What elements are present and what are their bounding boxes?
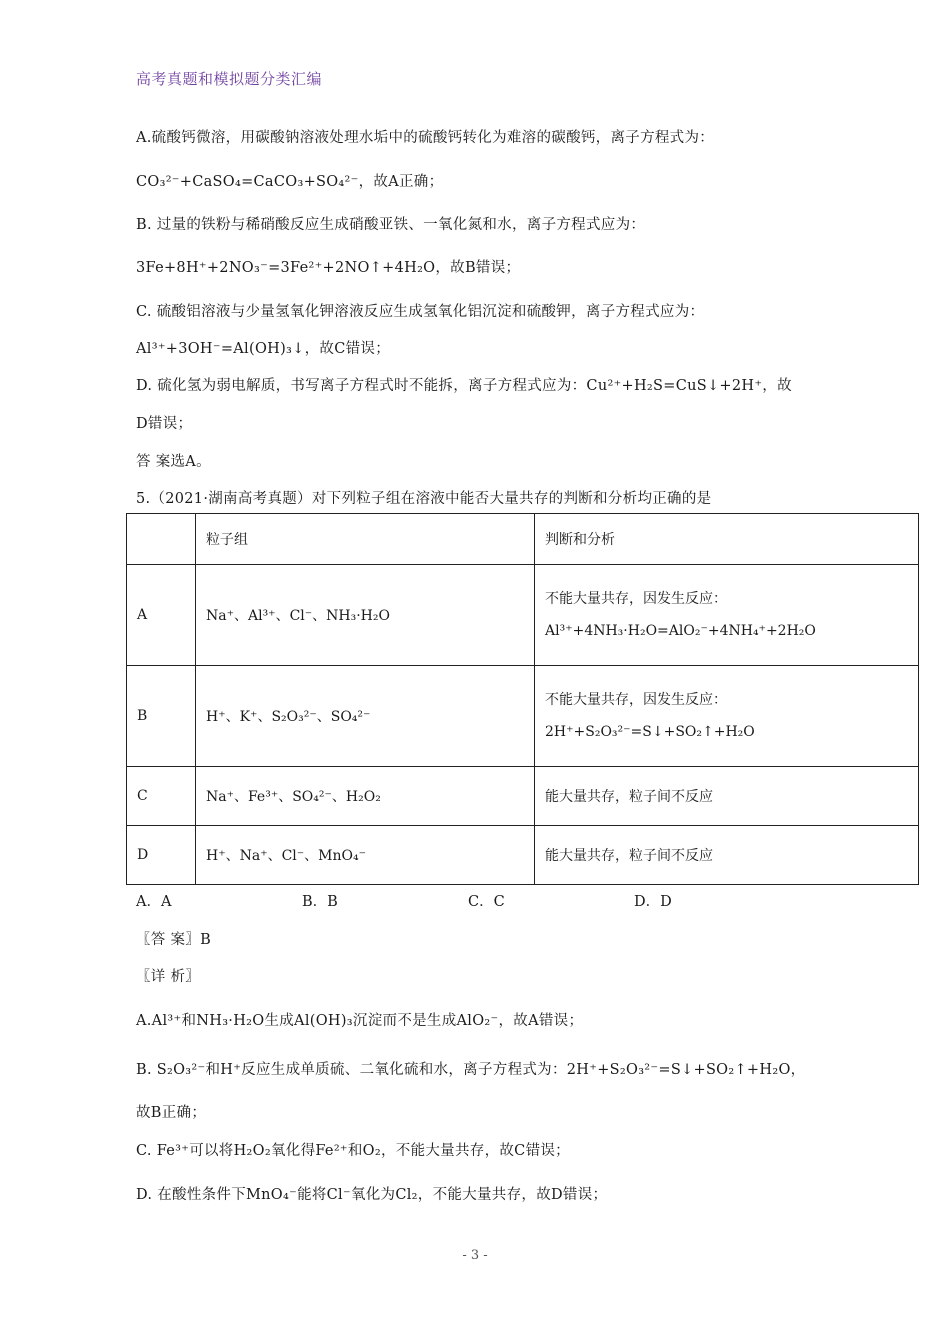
text-line: 3Fe+8H⁺+2NO₃⁻=3Fe²⁺+2NO↑+4H₂O，故B错误；	[136, 260, 521, 276]
table-header-cell: 粒子组	[196, 514, 535, 565]
table-row	[127, 565, 919, 666]
row-label: D	[127, 826, 196, 885]
analysis-cell	[535, 666, 919, 767]
particle-group: Na⁺、Fe³⁺、SO₄²⁻、H₂O₂	[196, 767, 535, 826]
row-label: B	[127, 666, 196, 767]
text-line: B. 过量的铁粉与稀硝酸反应生成硝酸亚铁、一氧化氮和水，离子方程式应为：	[136, 217, 646, 233]
analysis-cell	[535, 565, 919, 666]
option-b: B．B	[302, 894, 338, 910]
text-line: Al³⁺+3OH⁻=Al(OH)₃↓，故C错误；	[136, 341, 390, 357]
text-line: C. Fe³⁺可以将H₂O₂氧化得Fe²⁺和O₂，不能大量共存，故C错误；	[136, 1143, 570, 1159]
analysis-label: 〖详 析〗	[136, 969, 201, 985]
option-c: C．C	[468, 894, 505, 910]
text-line: B. S₂O₃²⁻和H⁺反应生成单质硫、二氧化硫和水，离子方程式为：2H⁺+S₂O₃²⁻=S↓+SO₂↑+H₂O，	[136, 1062, 806, 1078]
table-header-cell: 判断和分析	[535, 514, 919, 565]
analysis-text: 不能大量共存，因发生反应：	[545, 591, 727, 607]
page-header-title: 高考真题和模拟题分类汇编	[136, 70, 323, 88]
particle-group: H⁺、Na⁺、Cl⁻、MnO₄⁻	[196, 826, 535, 885]
particle-group: Na⁺、Al³⁺、Cl⁻、NH₃·H₂O	[196, 565, 535, 666]
row-label: C	[127, 767, 196, 826]
option-a: A．A	[136, 894, 172, 910]
analysis-text: 能大量共存，粒子间不反应	[535, 767, 919, 826]
analysis-text: 能大量共存，粒子间不反应	[535, 826, 919, 885]
table-row	[127, 666, 919, 767]
text-line: 答 案选A。	[136, 454, 211, 470]
text-line: A.Al³⁺和NH₃·H₂O生成Al(OH)₃沉淀而不是生成AlO₂⁻，故A错误；	[136, 1013, 584, 1029]
table-header-row	[127, 514, 919, 565]
particle-group: H⁺、K⁺、S₂O₃²⁻、SO₄²⁻	[196, 666, 535, 767]
table-header-cell	[127, 514, 196, 565]
analysis-equation: Al³⁺+4NH₃·H₂O=AlO₂⁻+4NH₄⁺+2H₂O	[545, 623, 816, 639]
answer-options	[136, 890, 800, 911]
text-line: C. 硫酸铝溶液与少量氢氧化钾溶液反应生成氢氧化铝沉淀和硫酸钾，离子方程式应为：	[136, 304, 705, 320]
analysis-text: 不能大量共存，因发生反应：	[545, 692, 727, 708]
page-number: - 3 -	[462, 1248, 488, 1263]
answer-label: 〖答 案〗B	[136, 932, 212, 948]
row-label: A	[127, 565, 196, 666]
text-line: CO₃²⁻+CaSO₄=CaCO₃+SO₄²⁻，故A正确；	[136, 174, 444, 190]
table-row	[127, 826, 919, 885]
text-line: A.硫酸钙微溶，用碳酸钠溶液处理水垢中的硫酸钙转化为难溶的碳酸钙，离子方程式为：	[136, 130, 715, 146]
table-row	[127, 767, 919, 826]
analysis-equation: 2H⁺+S₂O₃²⁻=S↓+SO₂↑+H₂O	[545, 724, 755, 740]
option-d: D．D	[634, 894, 672, 910]
text-line: D. 在酸性条件下MnO₄⁻能将Cl⁻氧化为Cl₂，不能大量共存，故D错误；	[136, 1187, 608, 1203]
question-stem: 5.（2021·湖南高考真题）对下列粒子组在溶液中能否大量共存的判断和分析均正确的是	[136, 491, 712, 507]
text-line: D. 硫化氢为弱电解质，书写离子方程式时不能拆，离子方程式应为：Cu²⁺+H₂S=CuS↓+2H⁺，故	[136, 378, 792, 394]
text-line: 故B正确；	[136, 1105, 207, 1121]
text-line: D错误；	[136, 416, 193, 432]
particle-table	[126, 513, 919, 885]
